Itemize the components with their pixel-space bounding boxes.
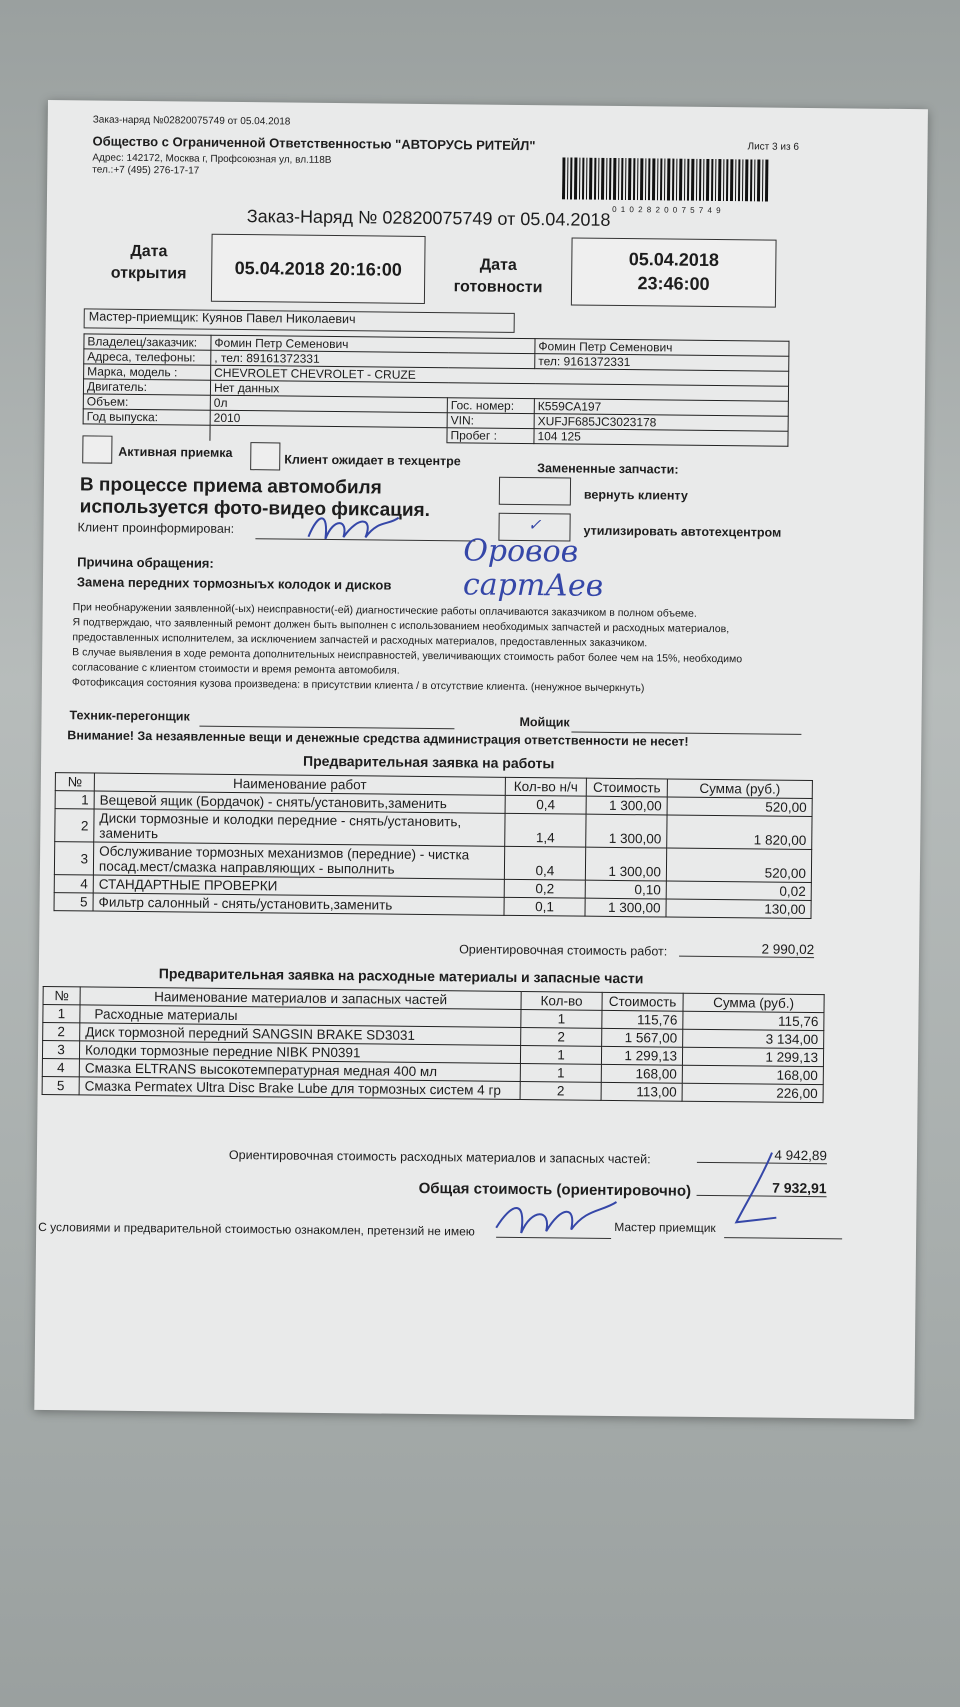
technician-line xyxy=(199,710,454,730)
active-reception-label: Активная приемка xyxy=(118,444,233,460)
washer-label: Мойщик xyxy=(519,714,570,730)
return-client-checkbox[interactable] xyxy=(499,477,571,506)
open-date-value: 05.04.2018 20:16:00 xyxy=(211,234,426,304)
return-client-label: вернуть клиенту xyxy=(583,487,688,503)
dispose-label: утилизировать автотехцентром xyxy=(583,523,782,540)
works-total-label: Ориентировочная стоимость работ: xyxy=(459,942,668,959)
client-waiting-checkbox[interactable] xyxy=(250,442,280,470)
order-ref: Заказ-наряд №02820075749 от 05.04.2018 xyxy=(92,114,291,128)
order-document xyxy=(34,100,928,1419)
table-row: 3 Обслуживание тормозных механизмов (передние) - чистка посад.мест/смазка направляющих - выполнить 0,4 1 300,00 520,00 xyxy=(54,842,811,883)
ready-date-label: Дата готовности xyxy=(453,256,543,297)
barcode xyxy=(562,157,773,215)
master-signature xyxy=(726,1147,787,1228)
table-row: 2 Диски тормозные и колодки передние - снять/установить, заменить 1,4 1 300,00 1 820,00 xyxy=(55,809,812,850)
works-header-sum: Сумма (руб.) xyxy=(667,779,812,799)
works-header-name: Наименование работ xyxy=(94,773,505,795)
agreement-text: С условиями и предварительной стоимостью ознакомлен, претензий не имею xyxy=(38,1219,475,1239)
table-row: 5 Фильтр салонный - снять/установить,заменить 0,1 1 300,00 130,00 xyxy=(54,893,811,919)
photo-notice-line2: используется фото-видео фиксация. xyxy=(79,496,431,522)
master-receiver: Мастер-приемщик: Куянов Павел Николаевич xyxy=(84,308,515,333)
reason-text: Замена передних тормозныъх колодок и дисков xyxy=(76,574,392,593)
company-name: Общество с Ограниченной Ответственностью "АВТОРУСЬ РИТЕЙЛ" xyxy=(92,133,536,154)
parts-header-sum: Сумма (руб.) xyxy=(683,993,824,1012)
barcode-bars xyxy=(562,157,772,201)
parts-total-value: 4 942,89 xyxy=(697,1147,827,1164)
parts-header-qty: Кол-во xyxy=(521,992,602,1011)
photo-notice-line1: В процессе приема автомобиля xyxy=(79,474,382,499)
client-waiting-label: Клиент ожидает в техцентре xyxy=(284,452,461,469)
table-row: 4 Смазка ELTRANS высокотемпературная медная 400 мл 1 168,00 168,00 xyxy=(42,1058,823,1084)
terms-paragraphs: При необнаружении заявленной(-ых) неисправности(-ей) диагностические работы оплачиваются заказчиком в полном объеме. Я подтверждаю, что заявленный ремонт должен быть выполнен с использованием необходимых запчастей и расходных материалов, предоставленных исполнителем, за исключением запчастей и расходных материалов, предоставленных заказчиком. В случае выявления в ходе ремонта дополнительных неисправностей, увеличивающих стоимость работ более чем на 15%, необходимо согласование с клиентом стоимости и время ремонта автомобиля. Фотофиксация состояния кузова произведена: в присутствии клиента / в отсутствие клиента. (ненужное вычеркнуть) xyxy=(71,601,743,695)
replaced-parts-label: Замененные запчасти: xyxy=(537,461,679,477)
grand-total-label: Общая стоимость (ориентировочно) xyxy=(418,1179,692,1200)
washer-line xyxy=(571,716,801,735)
company-phone: тел.:+7 (495) 276-17-17 xyxy=(92,164,200,177)
dispose-checkbox[interactable]: ✓ xyxy=(498,513,570,542)
grand-total-value: 7 932,91 xyxy=(697,1179,827,1197)
parts-header-price: Стоимость xyxy=(602,992,683,1011)
handwritten-note: Оровов сартАев xyxy=(462,533,604,604)
works-header-price: Стоимость xyxy=(586,778,667,797)
master-sign-label: Мастер приемщик xyxy=(614,1219,716,1236)
table-row: 1 Расходные материалы 1 115,76 115,76 xyxy=(43,1004,824,1030)
works-header-num: № xyxy=(55,773,94,791)
works-total-value: 2 990,02 xyxy=(679,941,814,958)
reason-label: Причина обращения: xyxy=(77,554,214,571)
table-row: 4 СТАНДАРТНЫЕ ПРОВЕРКИ 0,2 0,10 0,02 xyxy=(54,875,811,901)
vehicle-table: Владелец/заказчик: Фомин Петр Семенович Фомин Петр Семенович Адреса, телефоны: , тел: 89161372331 тел: 9161372331 Марка, модель : CHEVROLET CHEVROLET - CRUZE Двигатель: Нет данных Объем: 0л Гос. номер: К559СА197 Год выпуска: 2010 VIN: XUFJF685JC3023178 Пробег : 104 125 xyxy=(82,333,789,446)
table-row: 1 Вещевой ящик (Бордачок) - снять/установить,заменить 0,4 1 300,00 520,00 xyxy=(55,791,812,817)
parts-total-label: Ориентировочная стоимость расходных материалов и запасных частей: xyxy=(228,1147,651,1167)
open-date-label: Дата открытия xyxy=(110,242,187,283)
works-title: Предварительная заявка на работы xyxy=(303,752,555,772)
client-informed-label: Клиент проинформирован: xyxy=(77,520,235,536)
parts-header-num: № xyxy=(43,986,80,1004)
client-signature xyxy=(303,507,403,548)
client-signature-bottom xyxy=(491,1193,622,1244)
sheet-number: Лист 3 из 6 xyxy=(747,141,799,153)
parts-table xyxy=(42,986,825,1103)
parts-title: Предварительная заявка на расходные материалы и запасные части xyxy=(158,965,644,987)
works-header-qty: Кол-во н/ч xyxy=(505,777,586,796)
ready-date-value: 05.04.2018 23:46:00 xyxy=(571,237,777,307)
works-table xyxy=(54,772,813,919)
active-reception-checkbox[interactable] xyxy=(82,435,112,463)
table-row: 2 Диск тормозной передний SANGSIN BRAKE SD3031 2 1 567,00 3 134,00 xyxy=(43,1022,824,1048)
warning-text: Внимание! За незаявленные вещи и денежные средства администрация ответственности не несет! xyxy=(67,728,689,749)
table-row: 5 Смазка Permatex Ultra Disc Brake Lube для тормозных систем 4 гр 2 113,00 226,00 xyxy=(42,1076,823,1102)
page-title: Заказ-Наряд № 02820075749 от 05.04.2018 xyxy=(246,206,611,230)
table-row: 3 Колодки тормозные передние NIBK PN0391 1 1 299,13 1 299,13 xyxy=(42,1040,823,1066)
company-address: Адрес: 142172, Москва г, Профсоюзная ул, вл.118В xyxy=(92,152,332,166)
barcode-digits: 0 1 0 2 8 2 0 0 7 5 7 4 9 xyxy=(612,204,722,216)
technician-label: Техник-перегонщик xyxy=(69,708,190,724)
parts-header-name: Наименование материалов и запасных частей xyxy=(80,987,521,1010)
